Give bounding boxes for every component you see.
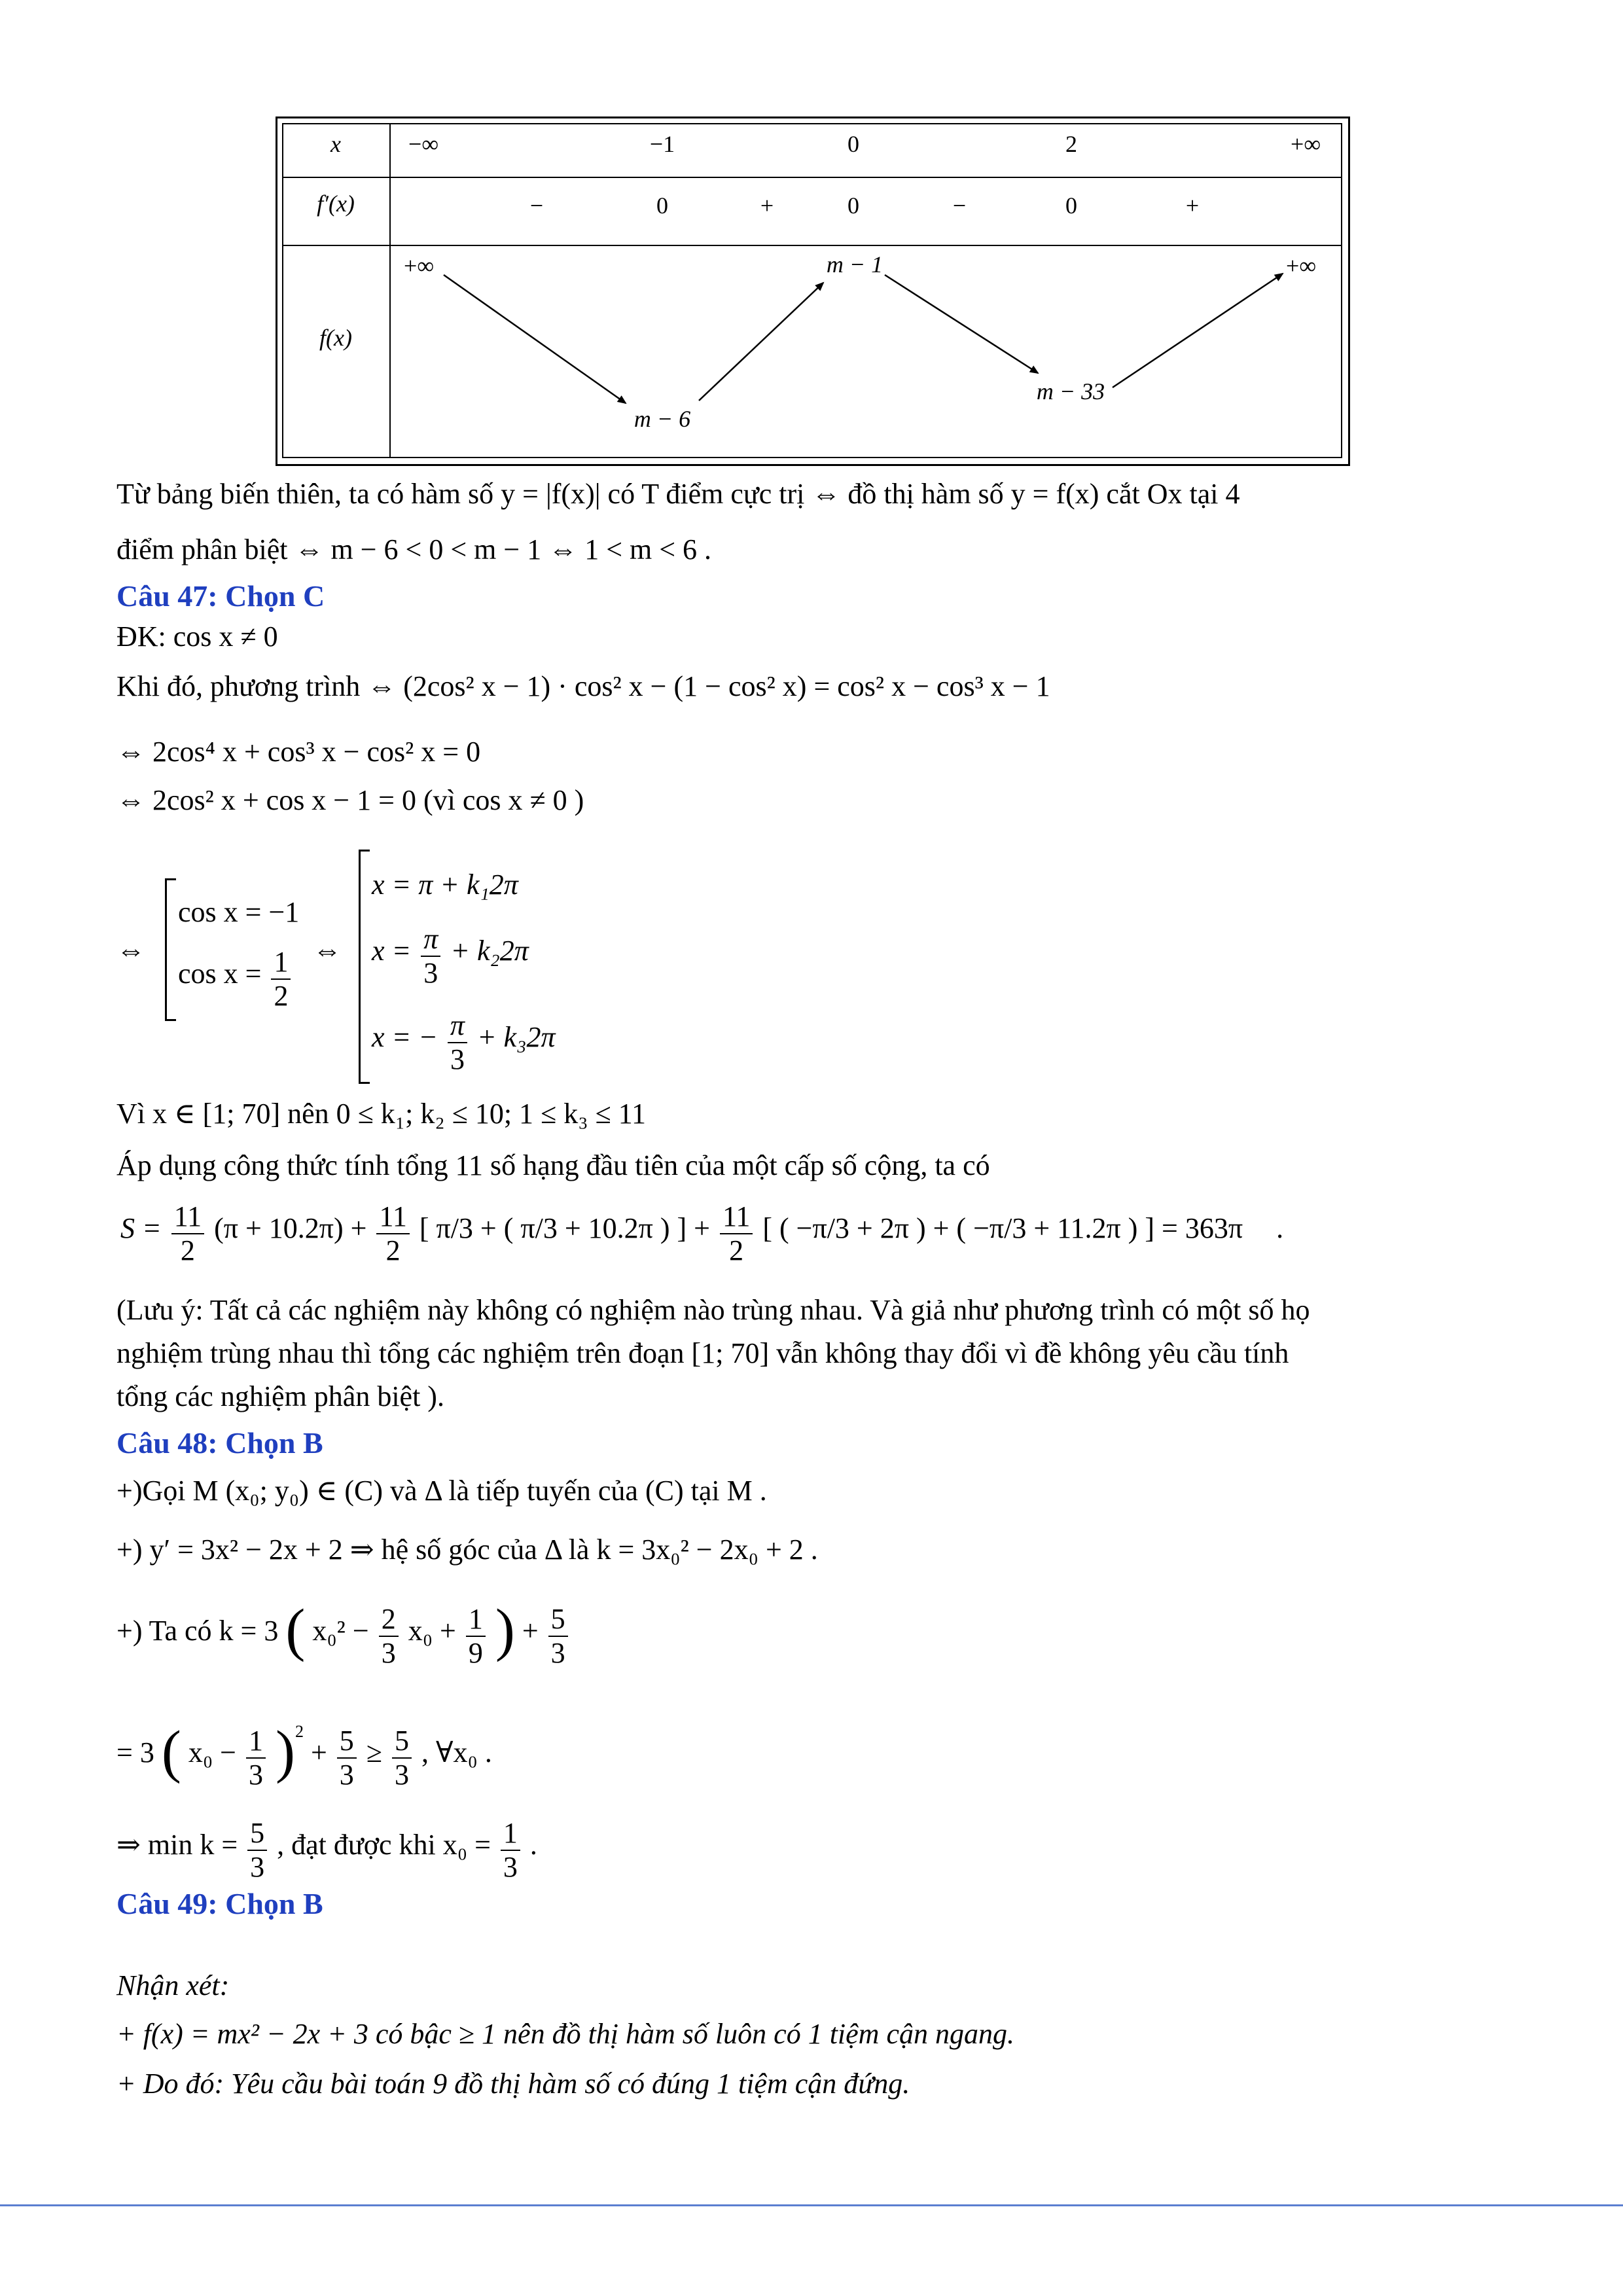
numerator: 11 <box>171 1202 204 1234</box>
formula-line <box>116 1719 492 1791</box>
formula-text: x₀ + <box>408 1615 456 1647</box>
solution-text: x = − <box>372 1021 438 1054</box>
solution-bracket <box>359 850 370 1084</box>
numerator: 5 <box>337 1726 357 1759</box>
fprime-sign: − <box>952 192 967 219</box>
formula-text: , ∀x₀ . <box>421 1736 492 1768</box>
denominator: 3 <box>423 957 438 990</box>
x-value: 0 <box>847 131 859 157</box>
formula-text: + <box>310 1736 327 1768</box>
numerator: 1 <box>501 1818 520 1851</box>
solution-text: + k₂2π <box>450 935 529 967</box>
text-line: Vì x ∈ [1; 70] nên 0 ≤ k₁; k₂ ≤ 10; 1 ≤ k₃ ≤ 11 <box>116 1098 647 1130</box>
denominator: 3 <box>381 1637 396 1669</box>
formula-text: . <box>529 1829 537 1861</box>
text-line: (Lưu ý: Tất cả các nghiệm này không có nghiệm nào trùng nhau. Và giả như phương trình có một số họ <box>116 1294 1310 1326</box>
fraction <box>392 1726 412 1790</box>
text-line: Khi đó, phương trình ⇔ (2cos² x − 1) · cos² x − (1 − cos² x) = cos² x − cos³ x − 1 <box>116 670 1050 702</box>
x-value: +∞ <box>1291 131 1321 157</box>
numerator: 1 <box>466 1604 486 1637</box>
fprime-zero: 0 <box>1065 192 1077 219</box>
text-line: ⇔ 2cos² x + cos x − 1 = 0 (vì cos x ≠ 0 ) <box>116 784 584 816</box>
numerator: π <box>448 1011 467 1043</box>
denominator: 3 <box>250 1851 265 1884</box>
formula-text: ≥ <box>366 1736 382 1768</box>
fraction <box>171 1202 204 1266</box>
fprime-sign: + <box>1185 192 1200 219</box>
fraction <box>421 924 440 988</box>
question-49-heading: Câu 49: Chọn B <box>116 1887 323 1920</box>
fraction <box>501 1818 520 1882</box>
denominator: 3 <box>339 1759 354 1791</box>
case-line: cos x = −1 <box>178 896 300 928</box>
sum-term: [ ( −π/3 + 2π ) + ( −π/3 + 11.2π ) ] = 363π <box>762 1212 1243 1245</box>
text-line: ĐK: cos x ≠ 0 <box>116 620 278 653</box>
arrow-increasing <box>1113 274 1283 387</box>
paren-open: ( <box>285 1598 306 1662</box>
numerator: 1 <box>271 947 291 980</box>
fraction <box>548 1604 568 1668</box>
formula-text: + <box>522 1615 539 1647</box>
formula-text: x₀² − <box>312 1615 369 1647</box>
numerator: 2 <box>379 1604 399 1637</box>
fprime-sign: − <box>529 192 544 219</box>
fprime-zero: 0 <box>847 192 859 219</box>
numerator: 1 <box>246 1726 266 1759</box>
text-line: Nhận xét: <box>116 1969 230 2001</box>
case-bracket <box>165 878 176 1021</box>
denominator: 3 <box>394 1759 409 1791</box>
row-label-x: x <box>330 131 341 157</box>
text-line: + Do đó: Yêu cầu bài toán 9 đồ thị hàm số có đúng 1 tiệm cận đứng. <box>116 2068 910 2100</box>
paren-open: ( <box>161 1719 181 1784</box>
f-value-left: +∞ <box>404 253 434 279</box>
fraction <box>246 1726 266 1790</box>
f-value-right: +∞ <box>1286 253 1316 279</box>
x-value: 2 <box>1065 131 1077 157</box>
fprime-sign: + <box>760 192 774 219</box>
exponent: 2 <box>294 1722 304 1741</box>
text-line: nghiệm trùng nhau thì tổng các nghiệm trên đoạn [1; 70] vẫn không thay đổi vì đề không yêu cầu tính <box>116 1337 1289 1369</box>
arrow-decreasing <box>444 275 626 403</box>
denominator: 3 <box>503 1851 518 1884</box>
f-value-min1: m − 6 <box>633 406 691 432</box>
solution-text: + k₃2π <box>476 1021 556 1054</box>
formula-line <box>116 1598 571 1669</box>
text-line: Từ bảng biến thiên, ta có hàm số y = |f(x)| có T điểm cực trị ⇔ đồ thị hàm số y = f(x) cắt Ox tại 4 <box>116 478 1240 510</box>
numerator: 5 <box>247 1818 267 1851</box>
formula-text: , đạt được khi x₀ = <box>277 1829 491 1861</box>
denominator: 2 <box>274 980 289 1013</box>
solution-line <box>372 924 529 988</box>
fraction <box>448 1011 467 1075</box>
case-text: cos x = <box>178 958 262 990</box>
denominator: 2 <box>180 1234 195 1267</box>
fraction <box>271 947 291 1011</box>
formula-line <box>116 1818 537 1882</box>
fraction <box>379 1604 399 1668</box>
arrow-decreasing <box>885 275 1038 373</box>
f-value-max: m − 1 <box>826 251 883 278</box>
text-line: điểm phân biệt ⇔ m − 6 < 0 < m − 1 ⇔ 1 < m < 6 . <box>116 533 712 565</box>
sum-formula <box>120 1202 1283 1266</box>
variation-arrows <box>0 0 1623 524</box>
row-label-f: f(x) <box>319 325 352 351</box>
denominator: 9 <box>468 1637 483 1669</box>
x-value: −∞ <box>408 131 438 157</box>
solution-line: x = π + k₁2π <box>372 869 518 901</box>
numerator: 11 <box>720 1202 753 1234</box>
fprime-zero: 0 <box>656 192 668 219</box>
formula-text: ⇒ min k = <box>116 1829 238 1861</box>
sum-end: . <box>1276 1212 1284 1245</box>
denominator: 2 <box>729 1234 744 1267</box>
denominator: 3 <box>450 1043 465 1076</box>
numerator: 11 <box>376 1202 409 1234</box>
arrow-increasing <box>699 283 823 401</box>
text-line: Áp dụng công thức tính tổng 11 số hạng đầu tiên của một cấp số cộng, ta có <box>116 1149 990 1181</box>
text-line: ⇔ 2cos⁴ x + cos³ x − cos² x = 0 <box>116 736 481 768</box>
paren-close: ) <box>495 1598 515 1662</box>
denominator: 3 <box>248 1759 263 1791</box>
fraction <box>466 1604 486 1668</box>
text-line: + f(x) = mx² − 2x + 3 có bậc ≥ 1 nên đồ thị hàm số luôn có 1 tiệm cận ngang. <box>116 2018 1014 2050</box>
denominator: 3 <box>550 1637 565 1669</box>
sum-term: (π + 10.2π) + <box>214 1212 367 1245</box>
denominator: 2 <box>385 1234 401 1267</box>
formula-text: +) Ta có k = 3 <box>116 1615 279 1647</box>
question-47-heading: Câu 47: Chọn C <box>116 579 325 613</box>
question-48-heading: Câu 48: Chọn B <box>116 1426 323 1460</box>
solution-text: x = <box>372 935 412 967</box>
f-value-min2: m − 33 <box>1036 378 1105 404</box>
row-label-fprime: f′(x) <box>317 190 355 217</box>
footer-divider <box>0 2204 1623 2206</box>
equivalence-symbol: ⇔ <box>313 934 342 966</box>
text-line: +) y′ = 3x² − 2x + 2 ⇒ hệ số góc của Δ là k = 3x₀² − 2x₀ + 2 . <box>116 1534 818 1566</box>
numerator: 5 <box>392 1726 412 1759</box>
paren-close: ) <box>275 1719 295 1784</box>
text-line: +)Gọi M (x₀; y₀) ∈ (C) và Δ là tiếp tuyến của (C) tại M . <box>116 1475 767 1507</box>
numerator: 5 <box>548 1604 568 1637</box>
fraction <box>247 1818 267 1882</box>
formula-text: = 3 <box>116 1736 154 1768</box>
fraction <box>337 1726 357 1790</box>
solution-line <box>372 1011 556 1075</box>
text-line: tổng các nghiệm phân biệt ). <box>116 1380 444 1412</box>
case-line <box>178 947 293 1011</box>
fraction <box>720 1202 753 1266</box>
equivalence-symbol: ⇔ <box>116 934 145 966</box>
x-value: −1 <box>649 131 675 157</box>
sum-label: S = <box>120 1212 162 1245</box>
fraction <box>376 1202 409 1266</box>
numerator: π <box>421 924 440 957</box>
formula-text: x₀ − <box>188 1736 236 1768</box>
sum-term: [ π/3 + ( π/3 + 10.2π ) ] + <box>419 1212 710 1245</box>
